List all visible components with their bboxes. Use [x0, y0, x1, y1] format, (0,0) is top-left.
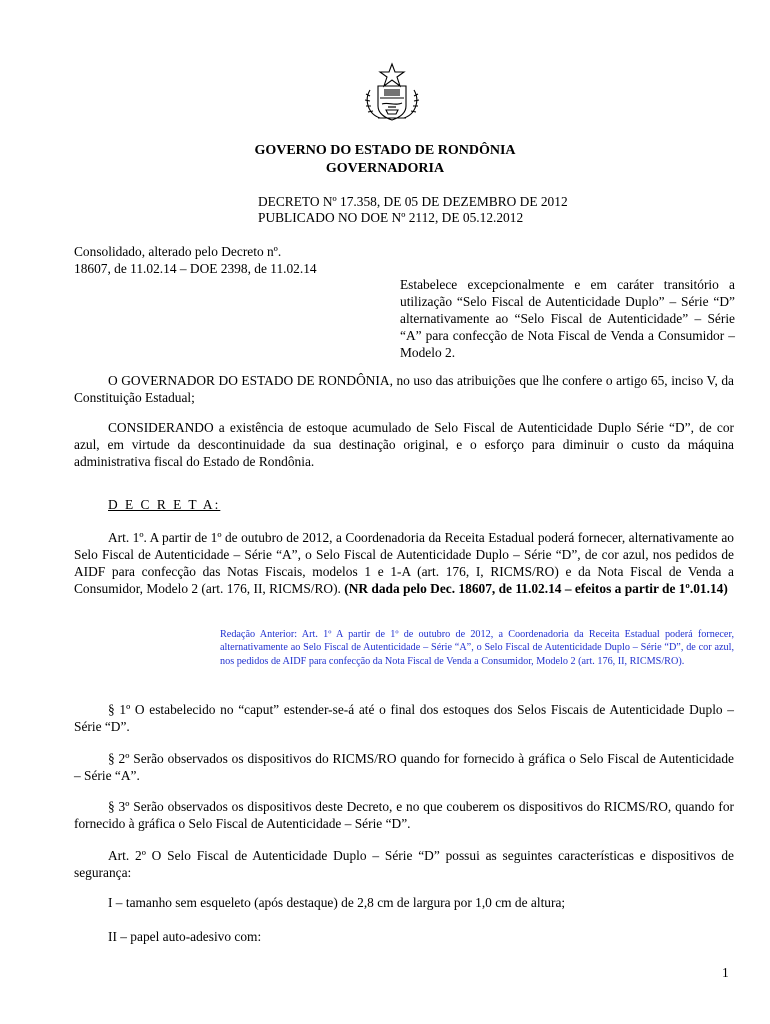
preamble: O GOVERNADOR DO ESTADO DE RONDÔNIA, no uso das atribuições que lhe confere o artigo 65, inciso V, da Constituição Estadual;: [74, 373, 734, 405]
government-title: GOVERNO DO ESTADO DE RONDÔNIA: [254, 143, 516, 158]
item-ii: II – papel auto-adesivo com:: [108, 929, 262, 944]
publication-info: PUBLICADO NO DOE Nº 2112, DE 05.12.2012: [258, 210, 524, 225]
article-1: [74, 529, 734, 597]
paragraph-1: § 1º O estabelecido no “caput” estender-se-á até o final dos estoques dos Selos Fiscais de Autenticidade Duplo – Série “D”.: [74, 702, 734, 734]
paragraph-3: § 3º Serão observados os dispositivos deste Decreto, e no que couberem os dispositivos do RICMS/RO, quando for fornecido à gráfica o Selo Fiscal de Autenticidade – Série “D”.: [74, 799, 734, 831]
decree-title: DECRETO Nº 17.358, DE 05 DE DEZEMBRO DE 2012: [258, 194, 568, 209]
paragraph-2: § 2º Serão observados os dispositivos do RICMS/RO quando for fornecido à gráfica o Selo Fiscal de Autenticidade – Série “A”.: [74, 751, 734, 783]
ementa: Estabelece excepcionalmente e em caráter transitório a utilização “Selo Fiscal de Autenticidade Duplo” – Série “D” alternativamente ao “Selo Fiscal de Autenticidade” – Série “A” para confecção de Nota Fiscal de Venda a Consumidor – Modelo 2.: [400, 277, 735, 360]
item-i: I – tamanho sem esqueleto (após destaque) de 2,8 cm de largura por 1,0 cm de altura;: [108, 895, 566, 910]
consolidation-note: [74, 243, 317, 277]
considerando-paragraph: CONSIDERANDO a existência de estoque acumulado de Selo Fiscal de Autenticidade Duplo Série “D”, de cor azul, em virtude da descontinuidade da sua destinação original, e o esforço para diminuir o custo da máquina administrativa fiscal do Estado de Rondônia.: [74, 420, 734, 469]
consolidation-line-2: 18607, de 11.02.14 – DOE 2398, de 11.02.14: [74, 261, 317, 276]
consolidation-line-1: Consolidado, alterado pelo Decreto nº.: [74, 244, 282, 259]
page-number: 1: [722, 965, 729, 980]
article-1-text: Art. 1º. A partir de 1º de outubro de 2012, a Coordenadoria da Receita Estadual poderá fornecer, alternativamente ao Selo Fiscal de Autenticidade – Série “A”, o Selo Fiscal de Autenticidade Duplo – Série “D”, de cor azul, nos pedidos de AIDF para confecção das Notas Fiscais, modelos 1 e 1-A (art. 176, I, RICMS/RO) e da Nota Fiscal de Venda a Consumidor, Modelo 2 (art. 176, II, RICMS/RO).: [74, 530, 734, 596]
rondonia-coat-of-arms-icon: [358, 60, 426, 124]
decreta-heading: D E C R E T A:: [108, 497, 221, 512]
previous-wording-note: Redação Anterior: Art. 1º A partir de 1º de outubro de 2012, a Coordenadoria da Receita Estadual poderá fornecer, alternativamente ao Selo Fiscal de Autenticidade – Série “A”, o Selo Fiscal de Autenticidade Duplo – Série “D”, de cor azul, nos pedidos de AIDF para confecção da Nota Fiscal de Venda a Consumidor, Modelo 2 (art. 176, II, RICMS/RO).: [220, 629, 734, 667]
article-2: Art. 2º O Selo Fiscal de Autenticidade Duplo – Série “D” possui as seguintes características e dispositivos de segurança:: [74, 848, 734, 880]
article-1-amendment-note: (NR dada pelo Dec. 18607, de 11.02.14 – efeitos a partir de 1º.01.14): [344, 581, 728, 596]
governadoria-title: GOVERNADORIA: [325, 161, 445, 176]
